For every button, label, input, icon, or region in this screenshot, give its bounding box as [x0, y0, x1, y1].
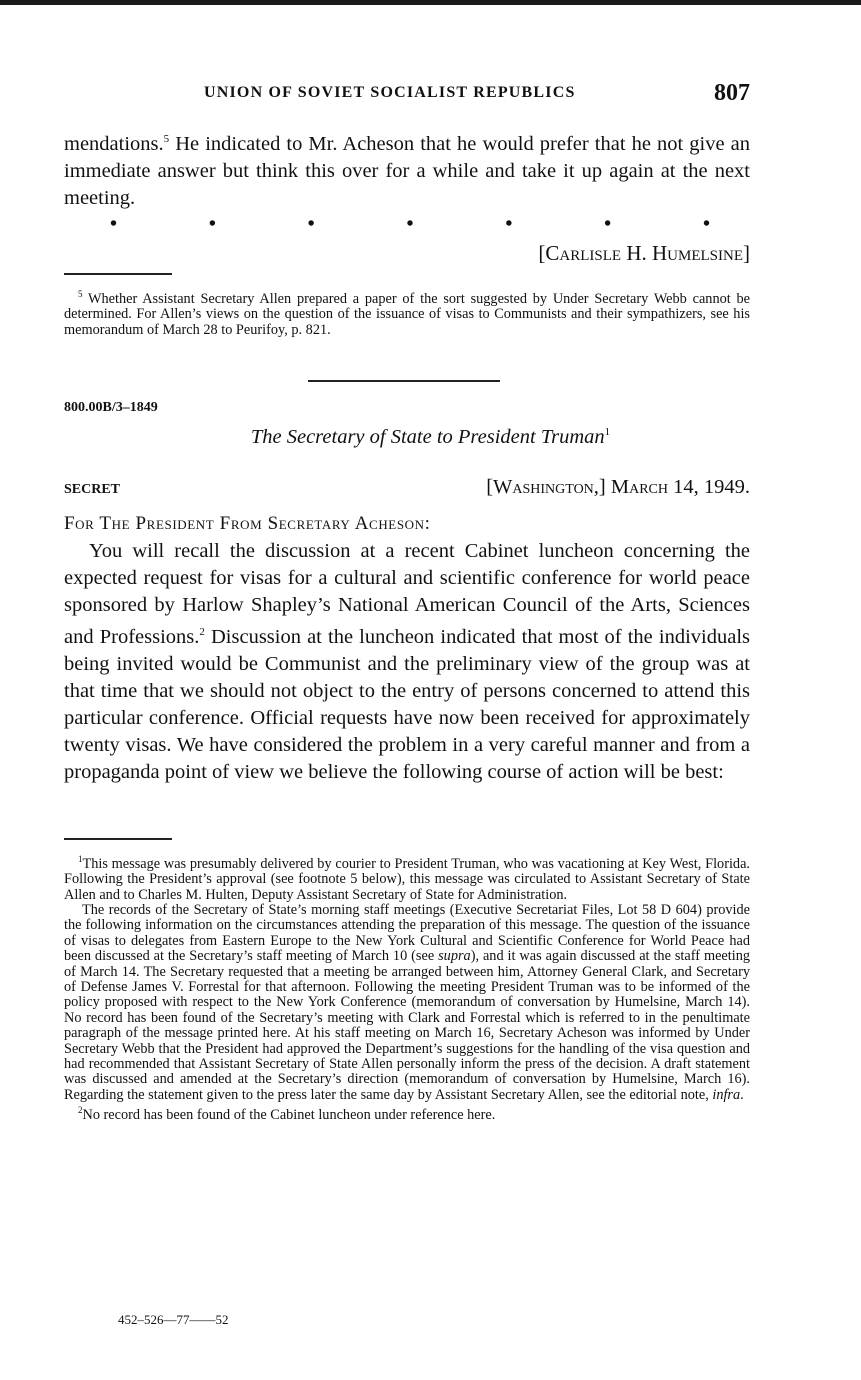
footnote-1-para-1: $^1$This message was presumably delivered by courier to President Truman, who was vacationing at Key West, Florida. Following the President’s approval (see footnote 5 below), this message was circulated to Assistant Secretary of State Allen and to Charles M. Hulten, Deputy Assistant Secretary of State for Administration. — [64, 854, 750, 903]
ellipsis-dots: • • • • • • • — [110, 213, 710, 235]
running-head — [64, 80, 750, 110]
page-number: 807 — [714, 80, 750, 106]
footnote-rule — [64, 273, 172, 275]
file-number: 800.00B/3–1849 — [64, 400, 158, 415]
footnote-5: $^5$ Whether Assistant Secretary Allen prepared a paper of the sort suggested by Under Secretary Webb cannot be determined. For Allen’s views on the question of the issuance of visas to Communists and their sympathizers, see his memorandum of March 28 to Peurifoy, p. 821. — [64, 289, 750, 338]
continuation-paragraph: mendations.$^5$ He indicated to Mr. Acheson that he would prefer that he not give an immediate answer but think this over for a while and take it up again at the next meeting. — [64, 132, 750, 209]
printer-code: 452–526—77——52 — [118, 1312, 229, 1327]
document-title: The Secretary of State to President Truman$^1$ — [250, 426, 611, 448]
page-top-border — [0, 0, 861, 5]
signature: [Carlisle H. Humelsine] — [538, 241, 750, 265]
running-head-title: UNION OF SOVIET SOCIALIST REPUBLICS — [204, 84, 576, 101]
message-body: You will recall the discussion at a recent Cabinet luncheon concerning the expected request for visas for a cultural and scientific conference for world peace sponsored by Harlow Shapley’s National American Council of the Arts, Sciences and Professions.$^2$ Discussion at the luncheon indicated that most of the individuals being invited would be Communist and the preliminary view of the group was at that time that we should not object to the entry of persons concerned to attend this particular conference. Official requests have now been received for approximately twenty visas. We have considered the problem in a very careful manner and from a propaganda point of view we believe the following course of action will be best: — [64, 540, 750, 783]
footnote-1 — [64, 852, 750, 1123]
classification: SECRET — [64, 482, 121, 497]
footnote-1-para-2: The records of the Secretary of State’s morning staff meetings (Executive Secretariat Files, Lot 58 D 604) provide the following information on the circumstances attending the preparation of this message. The question of the issuance of visas to delegates from Eastern Europe to the New York Cultural and Scientific Conference for World Peace had been discussed at the Secretary’s staff meeting of March 10 (see supra), and it was again discussed at the staff meeting of March 14. The Secretary requested that a meeting be arranged between him, Attorney General Clark, and Secretary of Defense James V. Forrestal for that afternoon. Following the meeting President Truman was to be informed of the policy proposed with respect to the New York Conference (memorandum of conversation by Humelsine, March 14). No record has been found of the Secretary’s meeting with Clark and Forrestal which is referred to in the penultimate paragraph of the message printed here. At his staff meeting on March 16, Secretary Acheson was informed by Under Secretary Webb that the President had approved the Department’s suggestions for the handling of the visa question and had recommended that Assistant Secretary of State Allen personally inform the press of the decision. A draft statement was discussed and amended at the Secretary’s direction (memorandum of conversation by Humelsine, March 16). Regarding the statement given to the press later the same day by Assistant Secretary Allen, see the editorial note, infra. — [64, 901, 750, 1103]
footnote-2: $^2$No record has been found of the Cabinet luncheon under reference here. — [78, 1105, 496, 1124]
footnote-ref-1[interactable]: 1 — [604, 426, 611, 439]
footnote-rule — [64, 838, 172, 840]
footnote-ref-2[interactable]: 2 — [199, 626, 205, 638]
footnote-ref-5[interactable]: 5 — [163, 133, 170, 145]
section-divider — [308, 380, 500, 382]
dateline: [Washington,] March 14, 1949. — [486, 476, 750, 498]
salutation: For The President From Secretary Acheson: — [64, 513, 431, 534]
